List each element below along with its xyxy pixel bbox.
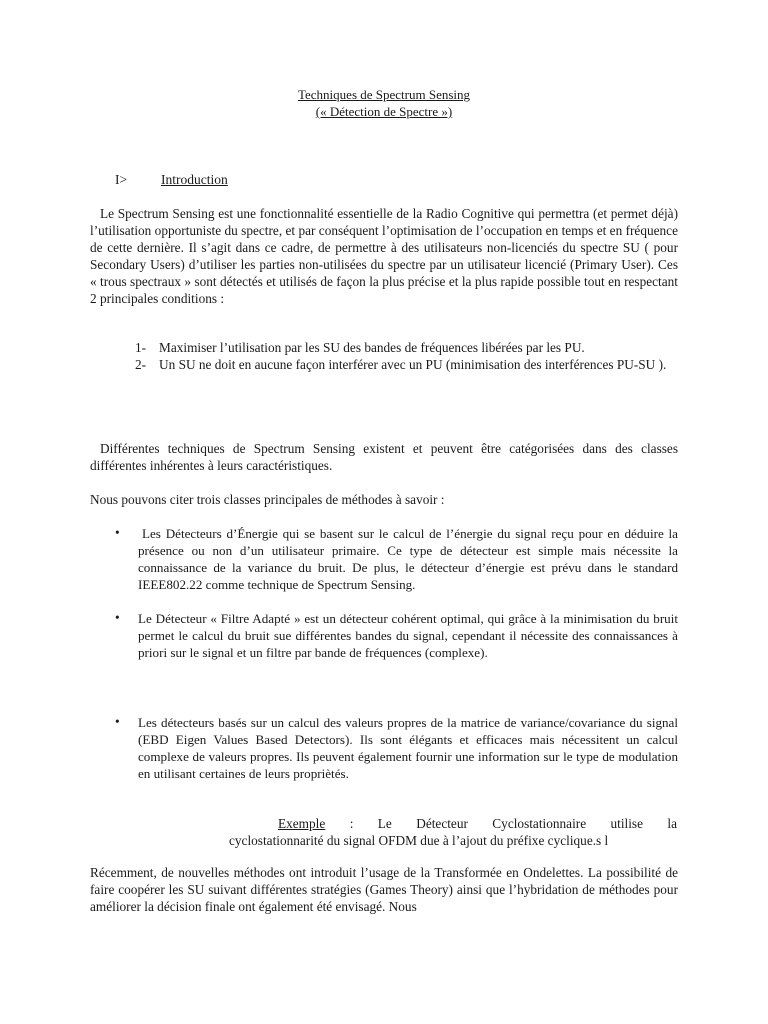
title-line-2: (« Détection de Spectre »): [315, 104, 453, 119]
example-line-2: cyclostationnarité du signal OFDM due à l’ajout du préfixe cyclique.s l: [229, 833, 609, 848]
bullet-marker: •: [115, 525, 120, 540]
title-line-1: Techniques de Spectrum Sensing: [297, 87, 471, 102]
document-subtitle: [0, 103, 768, 120]
bullet-marker: •: [115, 610, 120, 625]
bullet-energy-detector: Les Détecteurs d’Énergie qui se basent sur le calcul de l’énergie du signal reçu pour en déduire la présence ou non d’un utilisateur primaire. Ce type de détecteur est simple mais nécessite la connaissance de la variance du bruit. De plus, le détecteur d’énergie est prévu dans le standard IEEE802.22 comme technique de Spectrum Sensing.: [138, 526, 678, 592]
bullet-matched-filter: Le Détecteur « Filtre Adapté » est un détecteur cohérent optimal, qui grâce à la minimisation du bruit permet le calcul du bruit sue différentes bandes du signal, cependant il nécessite des connaissances à priori sur le signal et un filtre par bande de fréquences (complexe).: [138, 611, 678, 660]
intro-paragraph: Le Spectrum Sensing est une fonctionnalité essentielle de la Radio Cognitive qui permettra (et permet déjà) l’utilisation opportuniste du spectre, et par conséquent l’optimisation de l’occupation en temps et en fréquence de cette dernière. Il s’agit dans ce cadre, de permettre à des utilisateurs non-licenciés du spectre SU ( pour Secondary Users) d’utiliser les parties non-utilisées du spectre par un utilisateur licencié (Primary User). Ces « trous spectraux » sont détectés et utilisés de façon la plus précise et la plus rapide possible tout en respectant 2 principales conditions :: [90, 206, 678, 306]
condition-item-1: [135, 339, 678, 356]
section-heading: [115, 172, 228, 188]
bullet-marker: •: [115, 714, 120, 729]
example-block: [229, 815, 677, 849]
techniques-paragraph: Différentes techniques de Spectrum Sensing existent et peuvent être catégorisées dans des classes différentes inhérentes à leurs caractéristiques.: [90, 441, 678, 473]
condition-text: Maximiser l’utilisation par les SU des bandes de fréquences libérées par les PU.: [159, 340, 585, 355]
bullet-eigenvalue-detector: Les détecteurs basés sur un calcul des valeurs propres de la matrice de variance/covariance du signal (EBD Eigen Values Based Detectors). Ils sont élégants et efficaces mais nécessitent un calcul complexe de valeurs propres. Ils peuvent également fournir une information sur le type de modulation en utilisant certaines de leurs propriètés.: [138, 715, 678, 781]
section-title: Introduction: [161, 172, 228, 187]
example-line-1-text: : Le Détecteur Cyclostationnaire utilise la: [349, 816, 678, 831]
example-line-1: [229, 815, 677, 832]
classes-intro: Nous pouvons citer trois classes principales de méthodes à savoir :: [90, 492, 445, 507]
example-label: Exemple: [278, 816, 326, 831]
condition-item-2: [135, 356, 678, 373]
condition-marker: 2-: [135, 357, 147, 372]
section-number: I>: [115, 172, 128, 187]
document-title: [0, 86, 768, 103]
condition-text: Un SU ne doit en aucune façon interférer avec un PU (minimisation des interférences PU-SU ).: [159, 357, 667, 372]
condition-marker: 1-: [135, 340, 147, 355]
closing-paragraph: Récemment, de nouvelles méthodes ont introduit l’usage de la Transformée en Ondelettes. La possibilité de faire coopérer les SU suivant différentes stratégies (Games Theory) ainsi que l’hybridation de méthodes pour améliorer la décision finale ont également été envisagé. Nous: [90, 865, 678, 914]
